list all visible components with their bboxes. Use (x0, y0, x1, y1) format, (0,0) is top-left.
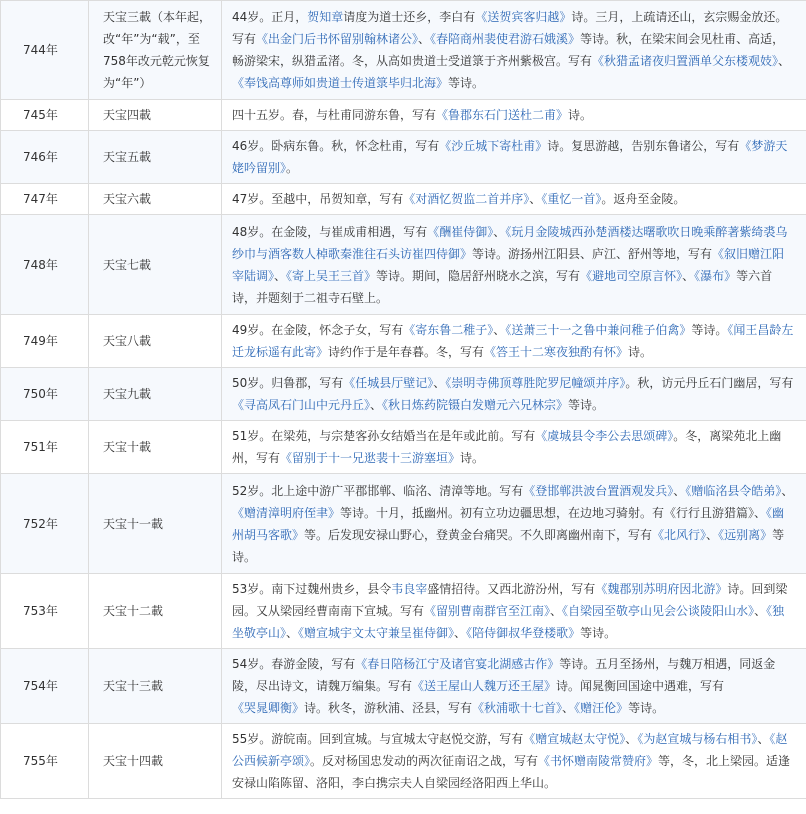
events-cell (222, 574, 806, 649)
event-text: 、 (778, 54, 791, 68)
event-text: 诗。三月，上疏请还山，玄宗赐金放还。写有 (232, 10, 788, 46)
work-link[interactable]: 《送贺宾客归越》 (475, 10, 572, 24)
work-link[interactable]: 韦良宰 (391, 582, 428, 596)
work-link[interactable]: 《秋浦歌十七首》 (472, 701, 563, 715)
work-link[interactable]: 《春日陪杨江宁及诸官宴北湖感古作》 (355, 657, 560, 671)
event-text: 、 (493, 323, 506, 337)
event-text: 51岁。在梁苑，与宗楚客孙女结婚当在是年或此前。写有 (232, 429, 536, 443)
era-name-cell: 天宝十二載 (89, 574, 222, 649)
work-link[interactable]: 《寄东鲁二稚子》 (403, 323, 494, 337)
event-text: 等诗。 (691, 323, 728, 337)
era-name-cell: 天宝十載 (89, 421, 222, 474)
work-link[interactable]: 《魏郡别苏明府因北游》 (595, 582, 728, 596)
event-text: 四十五岁。春，与杜甫同游东鲁，写有 (232, 108, 437, 122)
work-link[interactable]: 《送王屋山人魏万还王屋》 (412, 679, 557, 693)
event-text: 诗。秋冬，游秋浦、泾县，写有 (304, 701, 473, 715)
era-name-cell: 天宝六載 (89, 184, 222, 215)
event-text: 等诗。 (448, 76, 485, 90)
event-text: 等诗。 (580, 626, 617, 640)
work-link[interactable]: 《奉饯高尊师如贵道士传道箓毕归北海》 (232, 76, 449, 90)
event-text: 、 (625, 732, 638, 746)
work-link[interactable]: 《寻高凤石门山中元丹丘》 (232, 398, 371, 412)
event-text: 、 (673, 483, 686, 498)
work-link[interactable]: 《登邯郸洪波台置酒观发兵》 (523, 483, 674, 498)
work-link[interactable]: 《秋日炼药院镊白发赠元六兄林宗》 (382, 398, 569, 412)
year-cell: 746年 (1, 131, 89, 184)
work-link[interactable]: 《赠宣城赵太守悦》 (523, 732, 626, 746)
events-cell (222, 131, 806, 184)
event-text: 等诗。期间，隐居舒州晓水之滨，写有 (376, 268, 581, 283)
work-link[interactable]: 《赠清漳明府侄聿》 (232, 505, 341, 520)
work-link[interactable]: 《梦游天姥吟留别》 (232, 139, 788, 175)
event-text: 等。后发现安禄山野心，登黄金台痛哭。不久即离幽州南下，写有 (304, 527, 653, 542)
work-link[interactable]: 《鲁郡东石门送杜二甫》 (436, 108, 569, 122)
event-text: 、 (562, 701, 575, 715)
event-text: 、 (418, 32, 431, 46)
work-link[interactable]: 《赵公西候新亭颂》 (232, 732, 788, 768)
work-link[interactable]: 《赠宣城宇文太守兼呈崔侍御》 (298, 626, 455, 640)
events-cell (222, 100, 806, 131)
work-link[interactable]: 《陪侍御叔华登楼歌》 (466, 626, 581, 640)
event-text: 、 (550, 604, 563, 618)
event-text: 52岁。北上途中游广平郡邯郸、临洺、清漳等地。写有 (232, 483, 524, 498)
event-text: 、 (781, 483, 794, 498)
table-row (1, 574, 806, 649)
work-link[interactable]: 《北风行》 (652, 527, 707, 542)
year-cell: 749年 (1, 315, 89, 368)
era-name-cell: 天宝三載（本年起，改“年”为“载”，至758年改元乾元恢复为“年”） (89, 1, 222, 100)
table-row (1, 100, 806, 131)
events-cell (222, 474, 806, 574)
event-text: 。 (286, 161, 299, 175)
event-text: 诗。复思游越，告别东鲁诸公，写有 (547, 139, 740, 153)
work-link[interactable]: 《幽州胡马客歌》 (232, 505, 785, 542)
work-link[interactable]: 《对酒忆贺监二首并序》 (403, 192, 530, 206)
work-link[interactable]: 《任城县厅壁记》 (343, 376, 434, 390)
event-text: 54岁。春游金陵，写有 (232, 657, 356, 671)
year-cell: 753年 (1, 574, 89, 649)
events-cell (222, 368, 806, 421)
era-name-cell: 天宝十四載 (89, 724, 222, 799)
work-link[interactable]: 《秋猎孟诸夜归置酒单父东楼观妓》 (592, 54, 779, 68)
table-row (1, 474, 806, 574)
year-cell: 751年 (1, 421, 89, 474)
table-row (1, 184, 806, 215)
year-cell: 754年 (1, 649, 89, 724)
event-text: 55岁。游皖南。回到宣城。与宣城太守赵悦交游，写有 (232, 732, 524, 746)
event-text: 盛情招待。又西北游汾州，写有 (427, 582, 596, 596)
work-link[interactable]: 《远别离》 (718, 527, 773, 542)
year-cell: 750年 (1, 368, 89, 421)
year-cell: 748年 (1, 215, 89, 315)
events-cell (222, 315, 806, 368)
event-text: 等诗。五月至扬州，与魏万相遇，同返金陵，尽出诗文，请魏万编集。写有 (232, 657, 776, 693)
event-text: 诗约作于是年春暮。冬，写有 (328, 345, 485, 359)
work-link[interactable]: 《瀑布》 (694, 268, 737, 283)
work-link[interactable]: 《独坐敬亭山》 (232, 604, 785, 640)
table-row (1, 315, 806, 368)
work-link[interactable]: 《闻王昌龄左迁龙标遥有此寄》 (232, 323, 794, 359)
year-cell: 752年 (1, 474, 89, 574)
event-text: 请度为道士还乡，李白有 (343, 10, 476, 24)
event-text: 53岁。南下过魏州贵乡，县令 (232, 582, 392, 596)
work-link[interactable]: 《沙丘城下寄杜甫》 (439, 139, 548, 153)
era-name-cell: 天宝八載 (89, 315, 222, 368)
table-row (1, 1, 806, 100)
event-text: 46岁。卧病东鲁。秋，怀念杜甫，写有 (232, 139, 440, 153)
work-link[interactable]: 《书怀赠南陵常赞府》 (538, 754, 659, 768)
work-link[interactable]: 《赠汪伦》 (574, 701, 629, 715)
work-link[interactable]: 《玩月金陵城西孙楚酒楼达曙歌吹日晚乘醉著紫绮裘乌纱巾与酒客数人棹歌秦淮往石头访崔四侍御》 (232, 224, 788, 261)
table-body (1, 1, 806, 799)
event-text: 。冬，离梁苑北上幽州，写有 (232, 429, 782, 465)
event-text: 44岁。正月， (232, 10, 308, 24)
event-text: 等诗。十月，抵幽州。初有立功边疆思想，在边地习骑射。有《行行且游猎篇》、 (340, 505, 767, 520)
work-link[interactable]: 《叙旧赠江阳宰陆调》 (232, 246, 785, 283)
event-text: 等诗。 (232, 527, 785, 564)
events-cell (222, 421, 806, 474)
work-link[interactable]: 《重忆一首》 (541, 192, 602, 206)
era-name-cell: 天宝四載 (89, 100, 222, 131)
work-link[interactable]: 《春陪商州裴使君游石娥溪》 (430, 32, 581, 46)
events-cell (222, 215, 806, 315)
table-row (1, 215, 806, 315)
work-link[interactable]: 《答王十二寒夜独酌有怀》 (484, 345, 629, 359)
work-link[interactable]: 贺知章 (307, 10, 344, 24)
work-link[interactable]: 《赠临洺县令皓弟》 (685, 483, 782, 498)
event-text: 、 (706, 527, 719, 542)
work-link[interactable]: 《酬崔侍御》 (427, 224, 494, 239)
work-link[interactable]: 《留别曹南群官至江南》 (424, 604, 551, 618)
event-text: 50岁。归鲁郡，写有 (232, 376, 344, 390)
event-text: 、 (682, 268, 695, 283)
events-cell (222, 649, 806, 724)
event-text: 。秋，访元丹丘石门幽居，写有 (625, 376, 794, 390)
work-link[interactable]: 《送萧三十一之鲁中兼问稚子伯禽》 (505, 323, 692, 337)
event-text: 等诗。 (628, 701, 665, 715)
table-row (1, 421, 806, 474)
era-name-cell: 天宝五載 (89, 131, 222, 184)
event-text: 。返舟至金陵。 (601, 192, 686, 206)
event-text: 等诗。游扬州江阳县、庐江、舒州等地，写有 (472, 246, 713, 261)
events-cell (222, 724, 806, 799)
event-text: 诗。 (568, 108, 593, 122)
events-cell (222, 1, 806, 100)
event-text: 、 (286, 626, 299, 640)
event-text: 诗。 (628, 345, 653, 359)
work-link[interactable]: 《留别于十一兄逖裴十三游塞垣》 (280, 451, 461, 465)
event-text: 、 (754, 604, 767, 618)
table-row (1, 724, 806, 799)
event-text: 、 (274, 268, 287, 283)
work-link[interactable]: 《虞城县令李公去思颂碑》 (535, 429, 674, 443)
year-cell: 755年 (1, 724, 89, 799)
work-link[interactable]: 《避地司空原言怀》 (580, 268, 683, 283)
event-text: 、 (757, 732, 770, 746)
year-cell: 744年 (1, 1, 89, 100)
work-link[interactable]: 《为赵宣城与杨右相书》 (637, 732, 758, 746)
event-text: 等诗。秋，在梁宋间会见杜甫、高适，畅游梁宋，纵猎孟渚。冬，从高如贵道士受道箓于齐州紫极宫。写有 (232, 32, 785, 68)
table-row (1, 649, 806, 724)
year-cell: 745年 (1, 100, 89, 131)
work-link[interactable]: 《哭晁卿衡》 (232, 701, 305, 715)
event-text: 49岁。在金陵，怀念子女，写有 (232, 323, 404, 337)
event-text: 诗。闻晁衡回国途中遇难，写有 (556, 679, 725, 693)
event-text: 等诗。 (568, 398, 605, 412)
event-text: 、 (493, 224, 506, 239)
era-name-cell: 天宝十一載 (89, 474, 222, 574)
work-link[interactable]: 《出金门后书怀留别翰林诸公》 (256, 32, 419, 46)
event-text: 。反对杨国忠发动的两次征南诏之战，写有 (310, 754, 539, 768)
event-text: 、 (529, 192, 542, 206)
work-link[interactable]: 《寄上吴王三首》 (286, 268, 377, 283)
work-link[interactable]: 《崇明寺佛顶尊胜陀罗尼幢颂并序》 (445, 376, 626, 390)
event-text: 等六首诗，并题刻于二祖寺石壁上。 (232, 268, 773, 305)
event-text: 等，冬，北上梁园。适逢安禄山陷陈留、洛阳，李白携宗夫人自梁园经洛阳西上华山。 (232, 754, 791, 790)
event-text: 、 (454, 626, 467, 640)
era-name-cell: 天宝七載 (89, 215, 222, 315)
work-link[interactable]: 《自梁园至敬亭山见会公谈陵阳山水》 (562, 604, 755, 618)
event-text: 、 (370, 398, 383, 412)
era-name-cell: 天宝十三載 (89, 649, 222, 724)
table-row (1, 368, 806, 421)
era-name-cell: 天宝九載 (89, 368, 222, 421)
table-row (1, 131, 806, 184)
event-text: 诗。回到梁园。又从梁园经曹南南下宣城。写有 (232, 582, 788, 618)
event-text: 47岁。至越中，吊贺知章，写有 (232, 192, 404, 206)
event-text: 48岁。在金陵，与崔成甫相遇，写有 (232, 224, 428, 239)
event-text: 、 (433, 376, 446, 390)
event-text: 诗。 (460, 451, 485, 465)
year-cell: 747年 (1, 184, 89, 215)
events-cell (222, 184, 806, 215)
